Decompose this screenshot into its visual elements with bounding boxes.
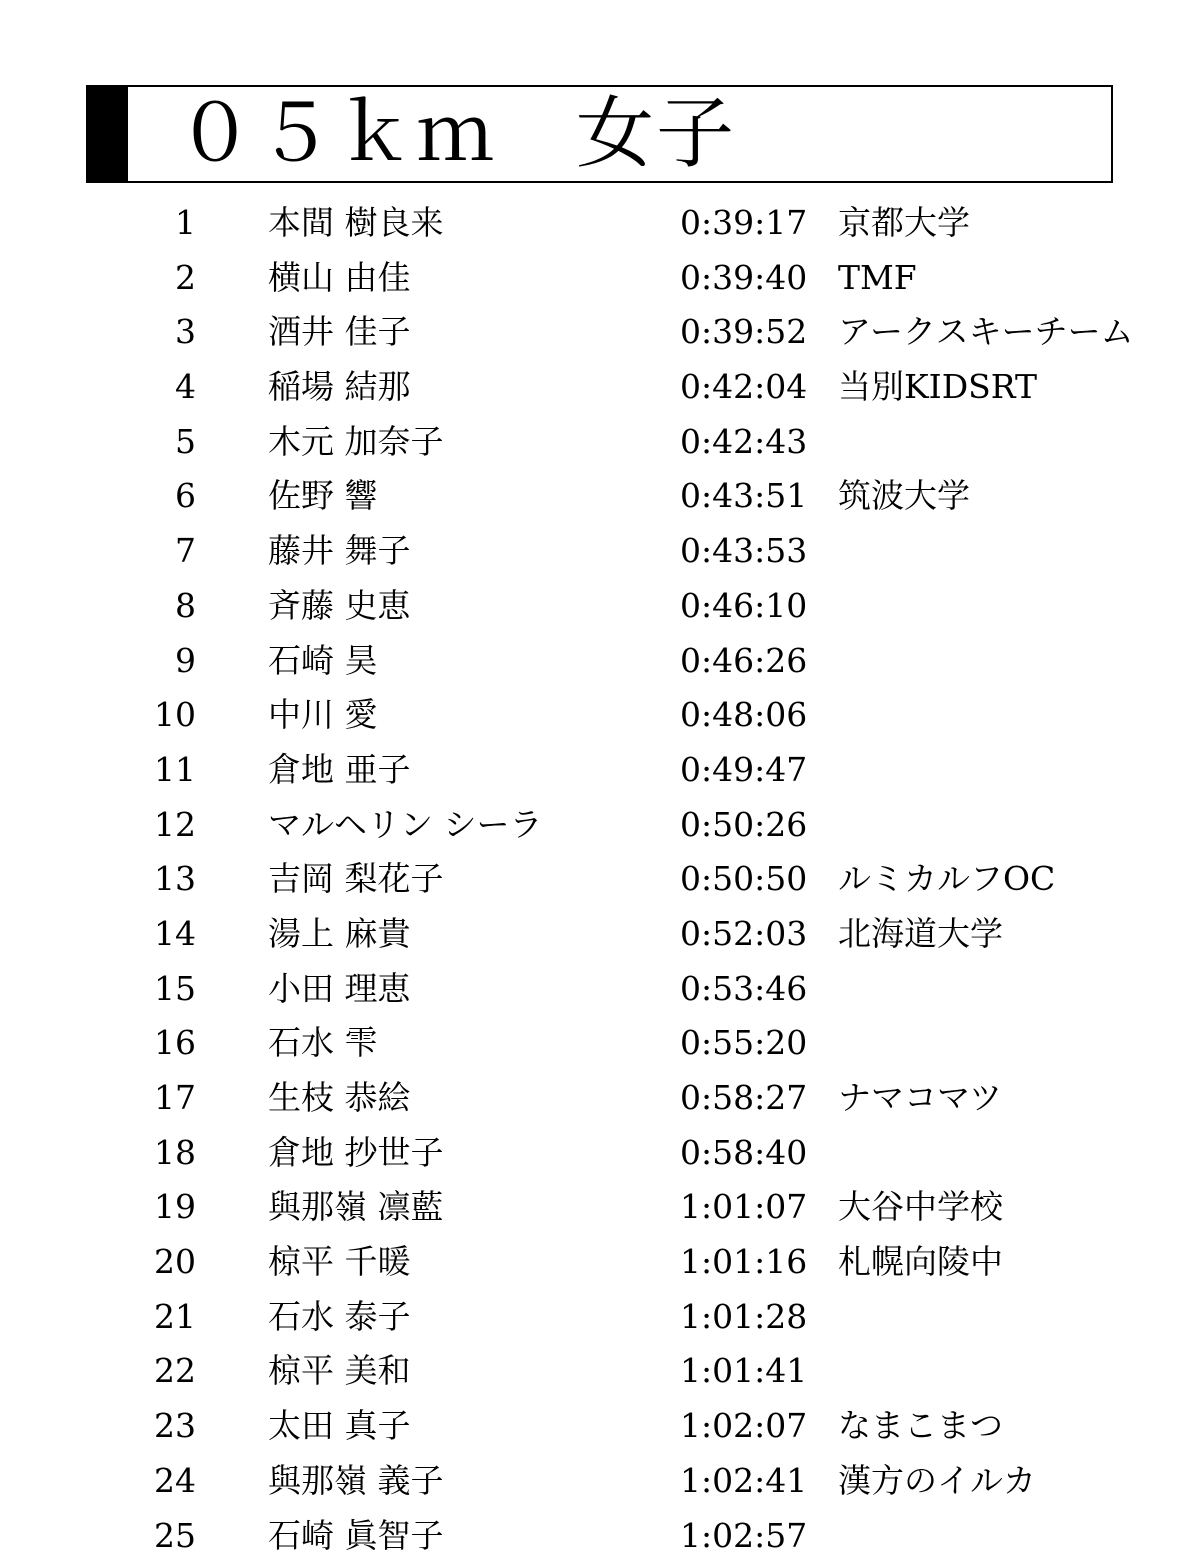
result-name: 椋平 美和: [268, 1351, 411, 1391]
result-time: 0:42:43: [680, 421, 808, 461]
result-club: 筑波大学: [838, 476, 970, 516]
result-time: 0:46:10: [680, 585, 808, 625]
result-name: 稲場 結那: [268, 367, 411, 407]
result-row: [0, 196, 1200, 251]
result-time: 0:55:20: [680, 1023, 808, 1063]
result-rank: 14: [154, 913, 196, 953]
result-rank: 25: [154, 1515, 196, 1555]
result-row: [0, 524, 1200, 579]
page-title: ０５ｋｍ 女子: [176, 89, 737, 179]
result-time: 0:46:26: [680, 640, 808, 680]
result-row: [0, 1290, 1200, 1345]
result-rank: 5: [175, 421, 196, 461]
result-club: 漢方のイルカ: [838, 1460, 1036, 1500]
result-time: 1:01:16: [680, 1242, 808, 1282]
result-row: [0, 469, 1200, 524]
result-row: [0, 415, 1200, 470]
result-name: 横山 由佳: [268, 257, 411, 297]
result-rank: 24: [154, 1460, 196, 1500]
result-club: なまこまつ: [838, 1406, 1003, 1446]
result-row: [0, 962, 1200, 1017]
result-row: [0, 1071, 1200, 1126]
result-name: 酒井 佳子: [268, 312, 411, 352]
result-row: [0, 579, 1200, 634]
result-name: 吉岡 梨花子: [268, 859, 444, 899]
results-list: [0, 196, 1200, 1563]
result-rank: 8: [175, 585, 196, 625]
result-club: ナマコマツ: [838, 1078, 1003, 1117]
result-rank: 4: [175, 367, 196, 407]
result-name: 與那嶺 凛藍: [268, 1187, 444, 1227]
result-time: 1:02:57: [680, 1515, 808, 1555]
result-rank: 15: [154, 968, 196, 1008]
result-rank: 23: [154, 1406, 196, 1446]
result-rank: 3: [175, 312, 196, 352]
result-name: 與那嶺 義子: [268, 1460, 444, 1500]
result-time: 1:02:41: [680, 1460, 808, 1500]
title-box: [86, 85, 1113, 183]
result-rank: 9: [175, 640, 196, 680]
result-time: 0:49:47: [680, 749, 808, 789]
result-time: 0:50:50: [680, 859, 808, 899]
result-time: 0:39:40: [680, 257, 808, 297]
result-rank: 19: [154, 1187, 196, 1227]
result-time: 0:52:03: [680, 913, 808, 953]
result-row: [0, 1509, 1200, 1563]
result-row: [0, 1235, 1200, 1290]
result-name: 椋平 千暖: [268, 1242, 411, 1282]
result-row: [0, 1344, 1200, 1399]
result-row: [0, 360, 1200, 415]
result-name: 倉地 亜子: [268, 749, 411, 789]
result-row: [0, 1399, 1200, 1454]
result-time: 1:01:41: [680, 1351, 808, 1391]
result-rank: 20: [154, 1242, 196, 1282]
title-accent-bar: [88, 87, 128, 181]
result-rank: 21: [154, 1296, 196, 1336]
result-time: 1:02:07: [680, 1406, 808, 1446]
result-row: [0, 688, 1200, 743]
result-name: 佐野 響: [268, 476, 378, 516]
result-rank: 11: [154, 749, 196, 789]
result-club: 大谷中学校: [838, 1187, 1003, 1227]
result-time: 0:58:40: [680, 1132, 808, 1172]
result-name: 藤井 舞子: [268, 531, 411, 571]
result-rank: 6: [175, 476, 196, 516]
result-club: 北海道大学: [838, 913, 1003, 953]
result-time: 0:50:26: [680, 804, 808, 844]
result-rank: 22: [154, 1351, 196, 1391]
result-name: 斉藤 史恵: [268, 585, 411, 625]
result-name: 石水 泰子: [268, 1296, 411, 1336]
result-name: 太田 真子: [268, 1406, 411, 1446]
result-club: アークスキーチーム: [838, 312, 1134, 352]
result-row: [0, 907, 1200, 962]
result-name: 倉地 抄世子: [268, 1132, 444, 1172]
result-name: 中川 愛: [268, 695, 378, 735]
result-name: 木元 加奈子: [268, 421, 444, 461]
result-rank: 18: [154, 1132, 196, 1172]
result-time: 0:53:46: [680, 968, 808, 1008]
result-time: 0:43:51: [680, 476, 808, 516]
result-time: 0:39:52: [680, 312, 808, 352]
result-row: [0, 634, 1200, 689]
result-rank: 16: [154, 1023, 196, 1063]
result-name: 石崎 眞智子: [268, 1515, 444, 1555]
result-rank: 1: [175, 203, 196, 242]
result-row: [0, 251, 1200, 306]
result-rank: 7: [175, 531, 196, 571]
result-name: 湯上 麻貴: [268, 913, 411, 953]
result-club: 京都大学: [838, 203, 970, 242]
result-rank: 12: [154, 804, 196, 844]
result-time: 0:48:06: [680, 695, 808, 735]
result-row: [0, 1016, 1200, 1071]
result-club: 当別KIDSRT: [838, 367, 1038, 407]
result-time: 0:39:17: [680, 203, 808, 242]
result-name: 小田 理恵: [268, 968, 411, 1008]
result-rank: 13: [154, 859, 196, 899]
result-rank: 2: [175, 257, 196, 297]
result-row: [0, 305, 1200, 360]
result-name: マルヘリン シーラ: [268, 804, 543, 844]
result-row: [0, 852, 1200, 907]
result-name: 石水 雫: [268, 1023, 378, 1063]
result-time: 0:58:27: [680, 1078, 808, 1117]
result-rank: 17: [154, 1078, 196, 1117]
result-club: 札幌向陵中: [838, 1242, 1003, 1282]
result-time: 0:42:04: [680, 367, 808, 407]
result-time: 0:43:53: [680, 531, 808, 571]
result-time: 1:01:07: [680, 1187, 808, 1227]
result-name: 本間 樹良来: [268, 203, 444, 242]
result-club: ルミカルフOC: [838, 859, 1056, 899]
result-time: 1:01:28: [680, 1296, 808, 1336]
result-club: TMF: [838, 257, 917, 297]
result-row: [0, 1126, 1200, 1181]
result-row: [0, 1454, 1200, 1509]
result-row: [0, 798, 1200, 853]
result-name: 石崎 昊: [268, 640, 378, 680]
result-rank: 10: [154, 695, 196, 735]
result-row: [0, 743, 1200, 798]
result-name: 生枝 恭絵: [268, 1078, 411, 1117]
result-row: [0, 1180, 1200, 1235]
